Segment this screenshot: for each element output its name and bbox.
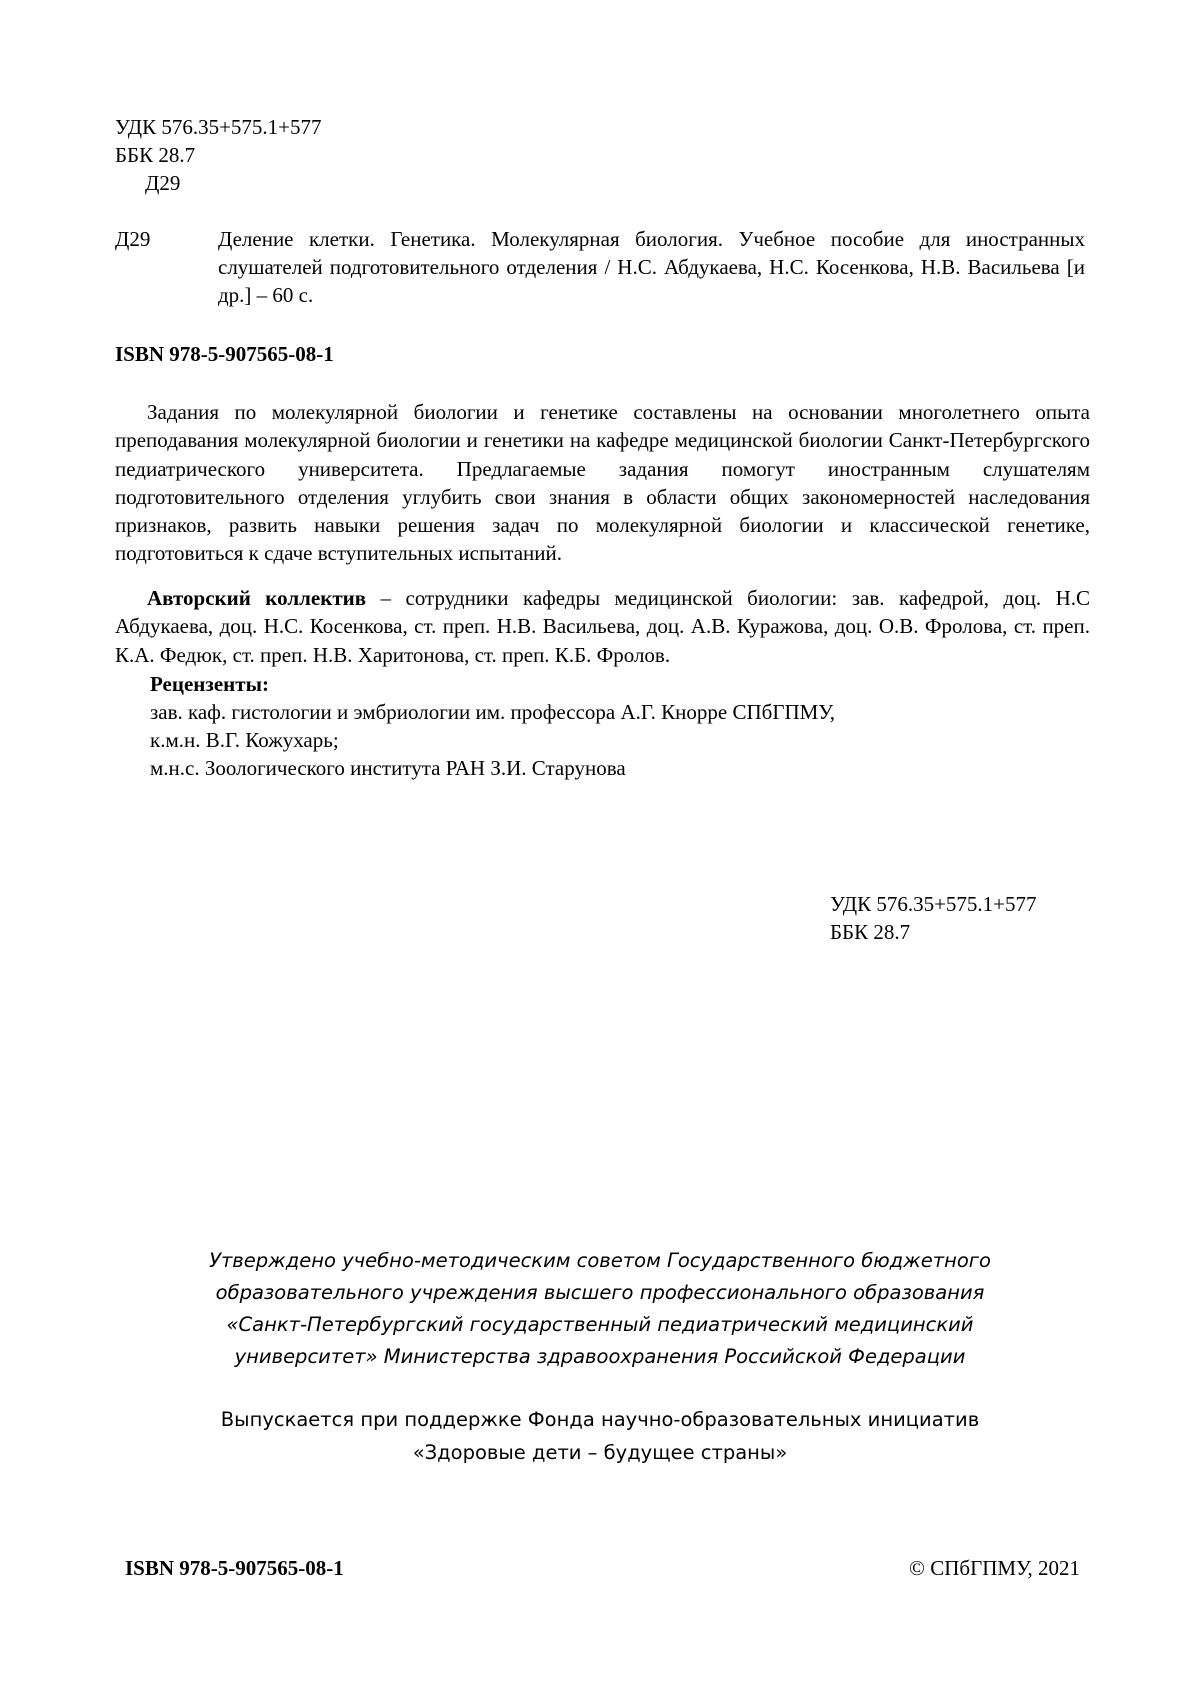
isbn-top: ISBN 978-5-907565-08-1 [115,342,334,366]
bibliographic-description [115,225,1085,309]
authors-paragraph [115,584,1090,669]
udk-code-right: УДК 576.35+575.1+577 [830,892,1037,916]
approval-statement [100,1245,1100,1373]
reviewer-item: м.н.с. Зоологического института РАН З.И. Старунова [150,756,626,780]
author-mark-code: Д29 [115,227,151,251]
udk-code: УДК 576.35+575.1+577 [115,115,322,139]
classification-top [115,113,322,197]
support-line: «Здоровые дети – будущее страны» [412,1441,788,1464]
authors-label: Авторский коллектив [147,586,367,610]
approval-line: Утверждено учебно-методическим советом Государственного бюджетного [209,1249,991,1272]
bbk-code-right: ББК 28.7 [830,920,911,944]
reviewers-block [150,670,835,782]
bibliographic-entry: Деление клетки. Генетика. Молекулярная биология. Учебное пособие для иностранных слушателей подготовительного отделения / Н.С. Абдукаева, Н.С. Косенкова, Н.В. Васильева [и др.] – 60 с. [218,227,1085,307]
annotation-paragraph: Задания по молекулярной биологии и генетике составлены на основании многолетнего опыта преподавания молекулярной биологии и генетики на кафедре медицинской биологии Санкт-Петербургского педиатрического университета. Предлагаемые задания помогут иностранным слушателям подготовительного отделения углубить свои знания в области общих закономерностей наследования признаков, развить навыки решения задач по молекулярной биологии и классической генетике, подготовиться к сдаче вступительных испытаний. [115,400,1090,566]
isbn-bottom: ISBN 978-5-907565-08-1 [125,1556,344,1580]
author-mark: Д29 [145,171,181,195]
authors-text: – сотрудники кафедры медицинской биологии: зав. кафедрой, доц. Н.С Абдукаева, доц. Н.С. Косенкова, ст. преп. Н.В. Васильева, доц. А.В. Куражова, доц. О.В. Фролова, ст. преп. К.А. Федюк, ст. преп. Н.В. Харитонова, ст. преп. К.Б. Фролов. [115,586,1090,667]
support-line: Выпускается при поддержке Фонда научно-образовательных инициатив [220,1408,980,1431]
reviewer-item: к.м.н. В.Г. Кожухарь; [150,728,339,752]
approval-line: университет» Министерства здравоохранения Российской Федерации [234,1345,966,1368]
bbk-code: ББК 28.7 [115,143,196,167]
classification-bottom [830,890,1037,946]
reviewers-heading: Рецензенты: [150,672,269,696]
approval-line: образовательного учреждения высшего профессионального образования [215,1281,985,1304]
copyright: © СПбГПМУ, 2021 [909,1556,1080,1580]
approval-line: «Санкт-Петербургский государственный педиатрический медицинский [226,1313,974,1336]
support-statement [100,1403,1100,1469]
reviewer-item: зав. каф. гистологии и эмбриологии им. профессора А.Г. Кнорре СПбГПМУ, [150,700,835,724]
